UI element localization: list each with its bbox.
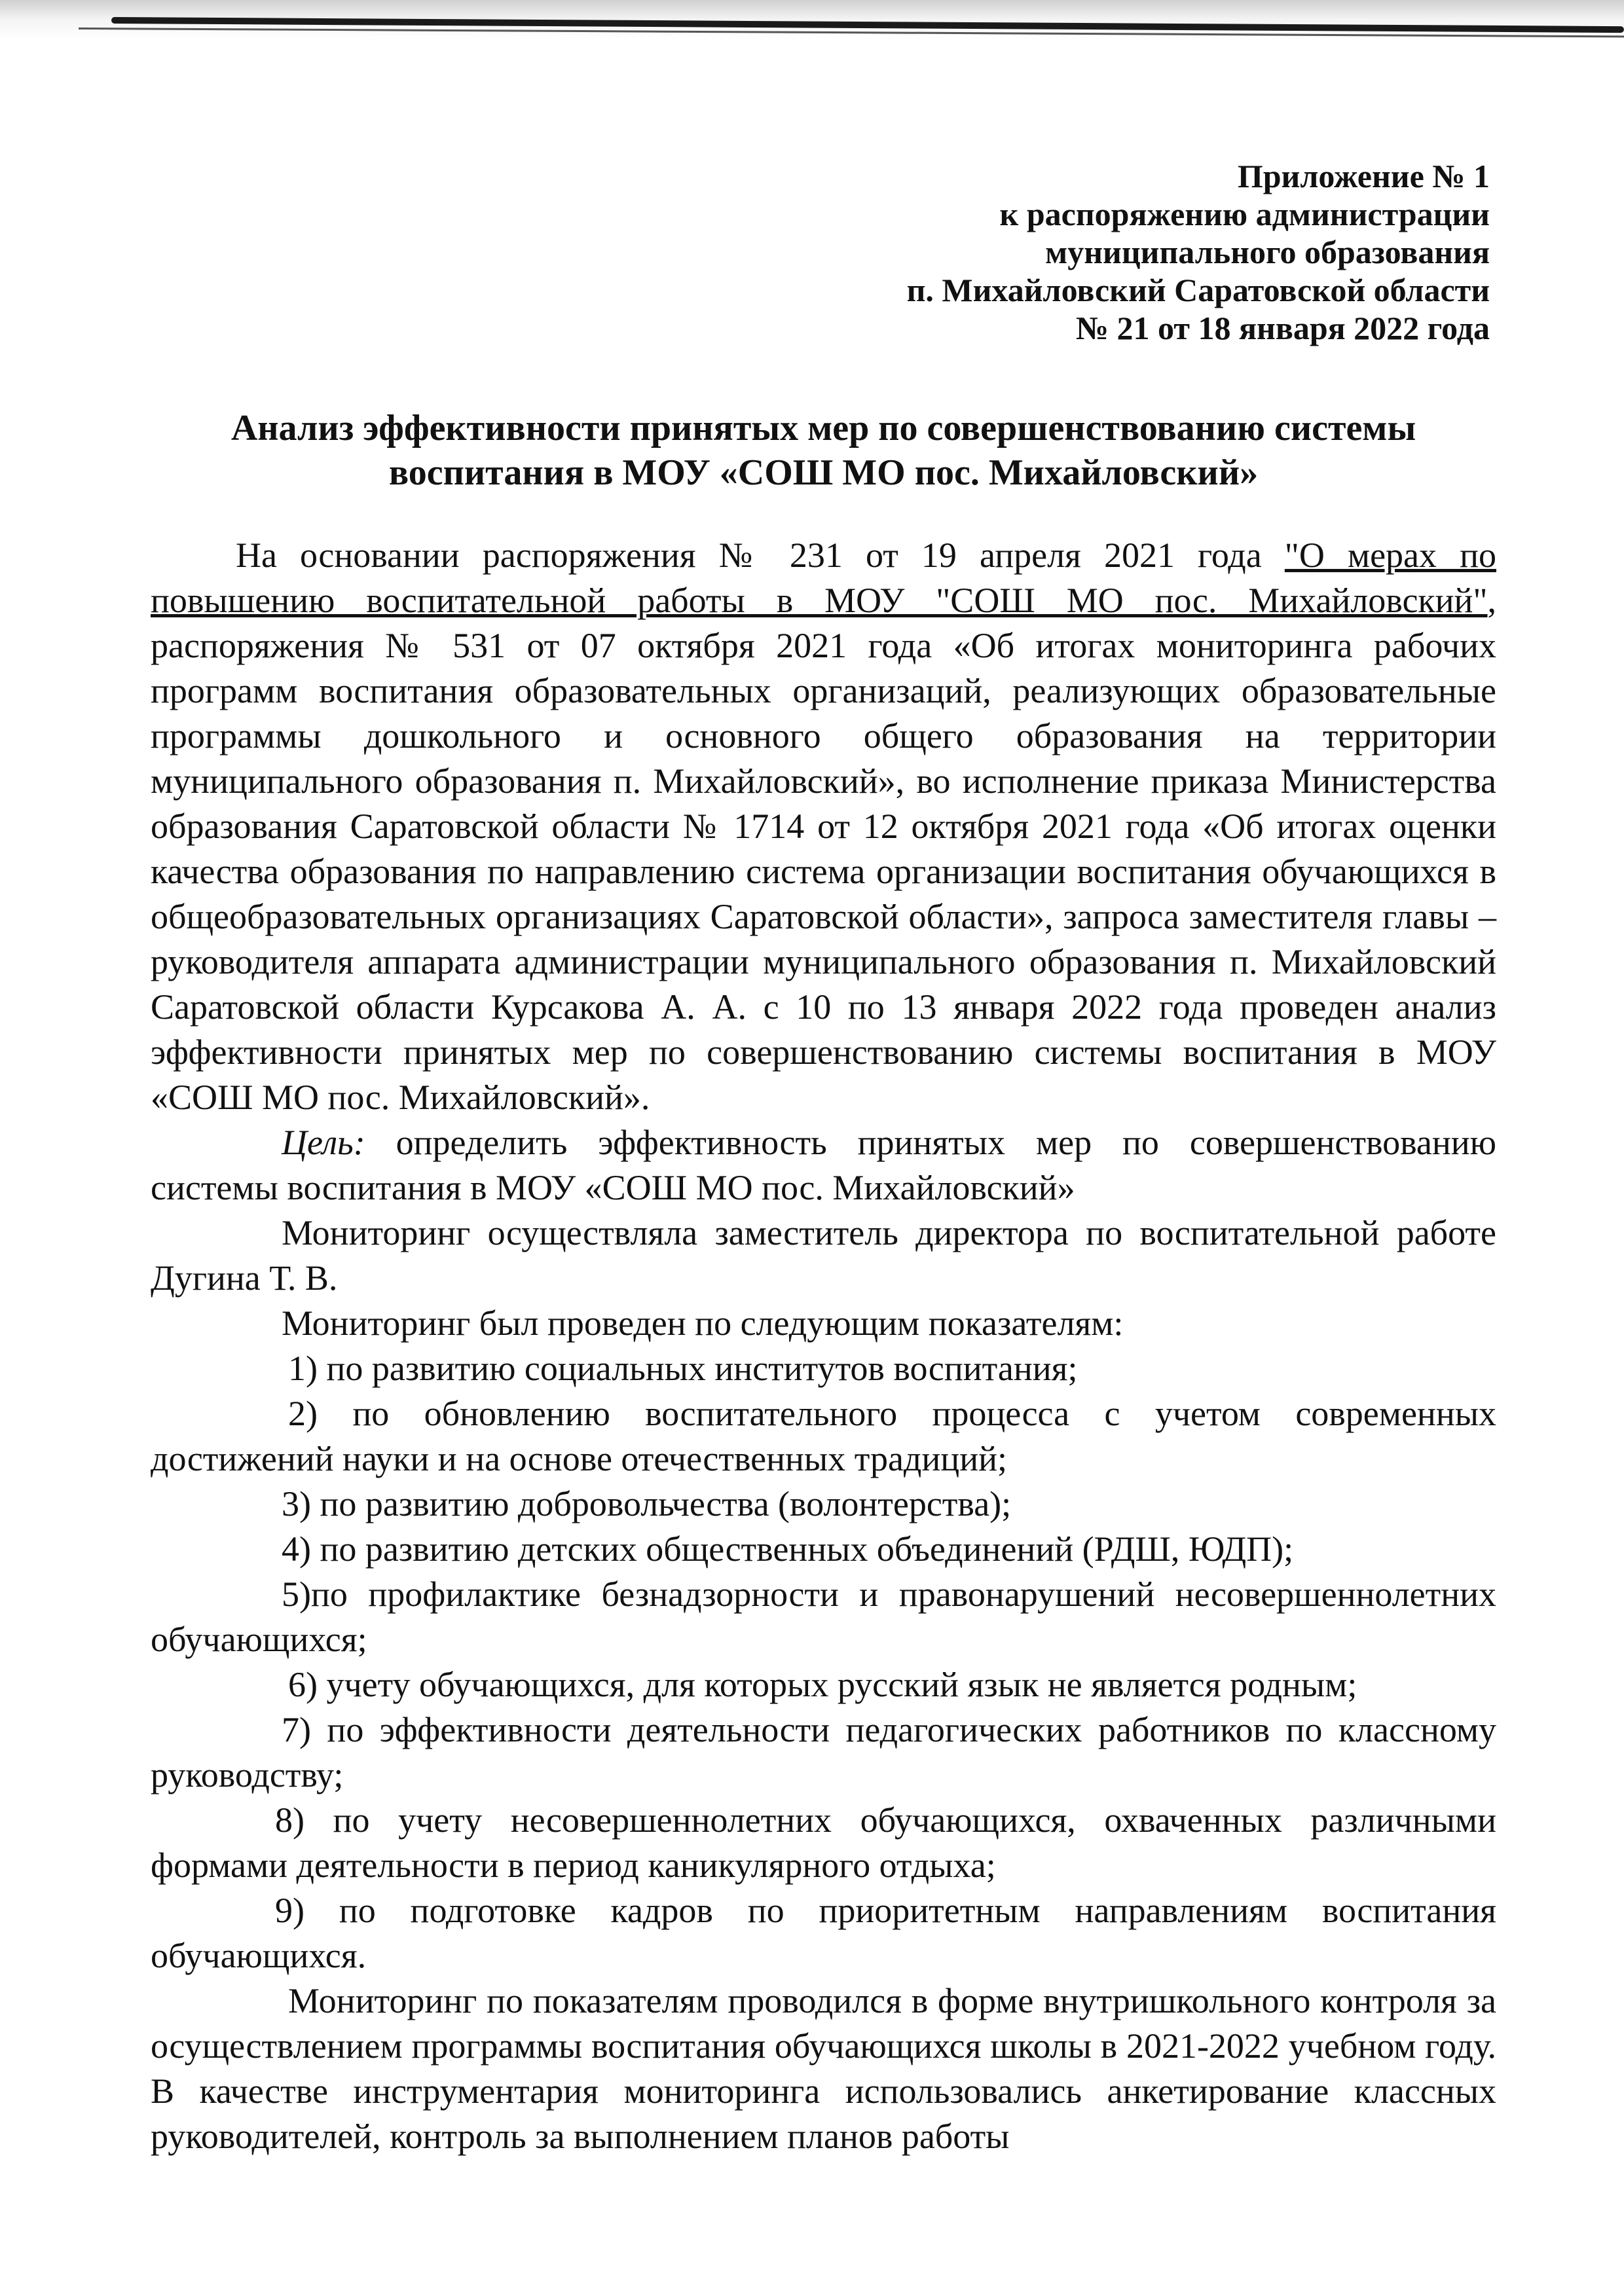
header-line-5: № 21 от 18 января 2022 года xyxy=(1075,310,1490,346)
indicator-item-2: 2) по обновлению воспитательного процесса с учетом современных достижений науки и на основе отечественных традиций; xyxy=(151,1394,1496,1478)
intro-text-1: На основании распоряжения № 231 от 19 апреля 2021 года xyxy=(236,536,1285,575)
goal-paragraph xyxy=(151,1120,1496,1211)
document-page xyxy=(151,157,1496,2159)
indicator-item-8: 8) по учету несовершеннолетних обучающихся, охваченных различными формами деятельности в период каникулярного отдыха; xyxy=(151,1800,1496,1885)
indicator-item-9: 9) по подготовке кадров по приоритетным направлениям воспитания обучающихся. xyxy=(151,1891,1496,1975)
title-line-2: воспитания в МОУ «СОШ МО пос. Михайловский» xyxy=(388,452,1259,493)
header-line-1: Приложение № 1 xyxy=(1237,158,1490,194)
goal-label: Цель: xyxy=(282,1123,365,1162)
indicator-item-5: 5)по профилактике безнадзорности и правонарушений несовершеннолетних обучающихся; xyxy=(151,1575,1496,1659)
monitor-by-paragraph: Мониторинг осуществляла заместитель директора по воспитательной работе Дугина Т. В. xyxy=(151,1213,1496,1298)
indicator-item-3: 3) по развитию добровольчества (волонтерства); xyxy=(282,1484,1012,1523)
header-line-4: п. Михайловский Саратовской области xyxy=(906,272,1490,308)
intro-paragraph xyxy=(151,533,1496,1120)
order-link[interactable]: "О мерах по повышению воспитательной работы в МОУ "СОШ МО пос. Михайловский" xyxy=(151,536,1496,620)
indicators-intro: Мониторинг был проведен по следующим показателям: xyxy=(282,1303,1124,1343)
appendix-header xyxy=(151,157,1496,347)
document-title xyxy=(151,406,1496,495)
final-paragraph: Мониторинг по показателям проводился в форме внутришкольного контроля за осуществлением программы воспитания обучающихся школы в 2021-2022 учебном году. В качестве инструментария мониторинга использовались анкетирование классных руководителей, контроль за выполнением планов работы xyxy=(151,1981,1496,2156)
indicator-item-7: 7) по эффективности деятельности педагогических работников по классному руководству; xyxy=(151,1710,1496,1795)
indicator-item-4: 4) по развитию детских общественных объединений (РДШ, ЮДП); xyxy=(282,1529,1294,1569)
title-line-1: Анализ эффективности принятых мер по совершенствованию системы xyxy=(231,408,1416,448)
header-line-2: к распоряжению администрации xyxy=(999,196,1490,232)
header-line-3: муниципального образования xyxy=(1045,234,1490,270)
indicator-item-6: 6) учету обучающихся, для которых русский язык не является родным; xyxy=(288,1665,1357,1704)
intro-text-2: , распоряжения № 531 от 07 октября 2021 года «Об итогах мониторинга рабочих программ воспитания образовательных организаций, реализующих образовательные программы дошкольного и основного общего образования на территории муниципального образования п. Михайловский», во исполнение приказа Министерства образования Саратовской области № 1714 от 12 октября 2021 года «Об итогах оценки качества образования по направлению система организации воспитания обучающихся в общеобразовательных организациях Саратовской области», запроса заместителя главы – руководителя аппарата администрации муниципального образования п. Михайловский Саратовской области Курсакова А. А. с 10 по 13 января 2022 года проведен анализ эффективности принятых мер по совершенствованию системы воспитания в МОУ «СОШ МО пос. Михайловский». xyxy=(151,581,1496,1117)
indicator-item-1: 1) по развитию социальных институтов воспитания; xyxy=(288,1349,1078,1388)
goal-text: определить эффективность принятых мер по совершенствованию системы воспитания в МОУ «СОШ МО пос. Михайловский» xyxy=(151,1123,1496,1207)
